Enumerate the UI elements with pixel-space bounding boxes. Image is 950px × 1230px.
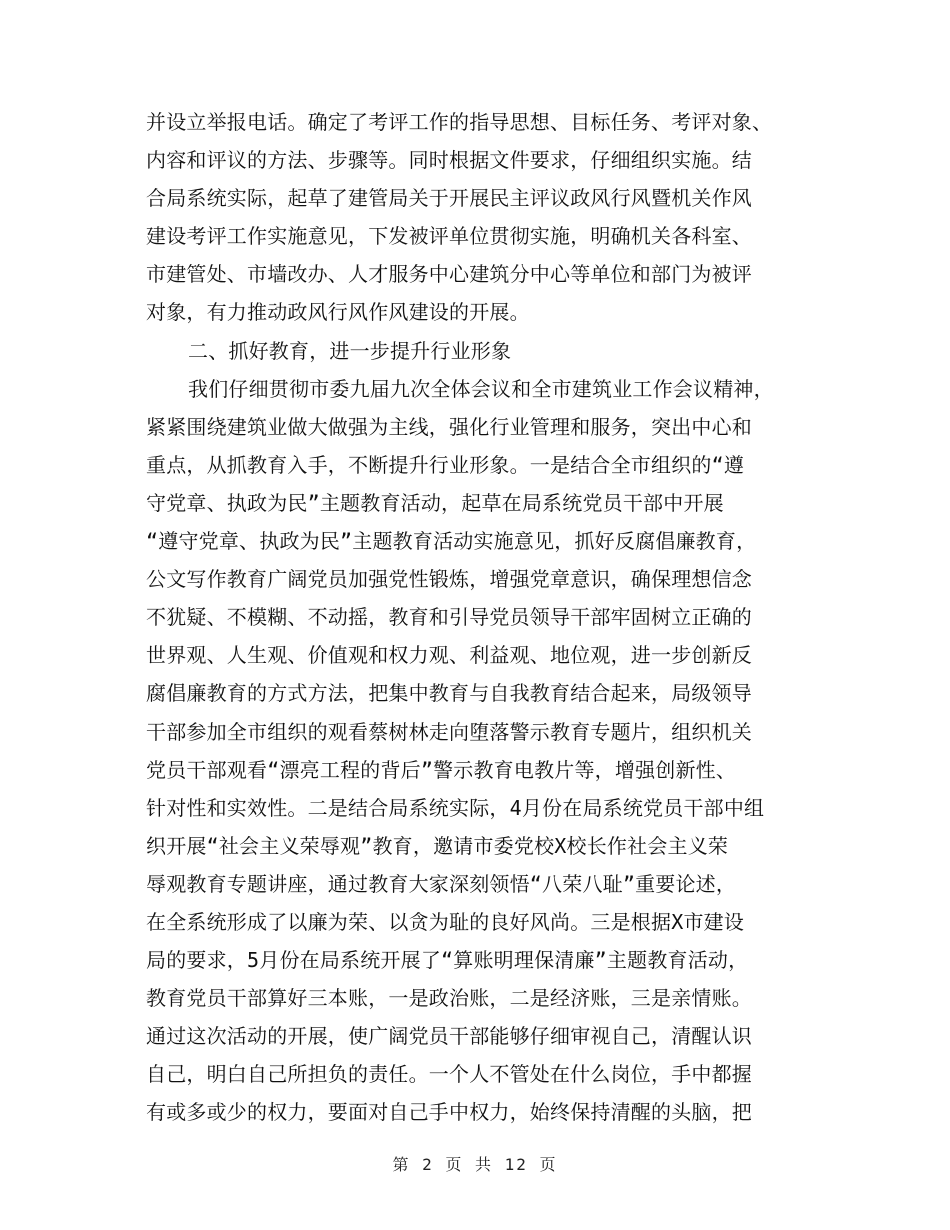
text-line: 织开展“社会主义荣辱观”教育，邀请市委党校X校长作社会主义荣 xyxy=(146,833,729,858)
text-line: 自己，明白自己所担负的责任。一个人不管处在什么岗位，手中都握 xyxy=(146,1062,752,1087)
text-line: 辱观教育专题讲座，通过教育大家深刻领悟“八荣八耻”重要论述， xyxy=(146,871,737,896)
text-line: 紧紧围绕建筑业做大做强为主线，强化行业管理和服务，突出中心和 xyxy=(146,414,752,439)
text-line: 针对性和实效性。二是结合局系统实际，4月份在局系统党员干部中组 xyxy=(146,795,765,820)
text-line: 合局系统实际，起草了建管局关于开展民主评议政风行风暨机关作风 xyxy=(146,186,752,211)
text-line: 世界观、人生观、价值观和权力观、利益观、地位观，进一步创新反 xyxy=(146,643,752,668)
text-line: 党员干部观看“漂亮工程的背后”警示教育电教片等，增强创新性、 xyxy=(146,757,737,782)
text-line: 守党章、执政为民”主题教育活动，起草在局系统党员干部中开展 xyxy=(146,490,724,515)
text-line: “遵守党章、执政为民”主题教育活动实施意见，抓好反腐倡廉教育， xyxy=(146,529,757,554)
text-line: 内容和评议的方法、步骤等。同时根据文件要求，仔细组织实施。结 xyxy=(146,148,752,173)
paragraph-start-line: 我们仔细贯彻市委九届九次全体会议和全市建筑业工作会议精神， xyxy=(188,376,774,401)
text-line: 在全系统形成了以廉为荣、以贪为耻的良好风尚。三是根据X市建设 xyxy=(146,909,745,934)
text-line: 并设立举报电话。确定了考评工作的指导思想、目标任务、考评对象、 xyxy=(146,110,773,134)
text-line: 教育党员干部算好三本账，一是政治账，二是经济账，三是亲情账。 xyxy=(146,986,752,1011)
page-number-footer: 第 2 页 共 12 页 xyxy=(392,1155,558,1174)
text-line: 重点，从抓教育入手，不断提升行业形象。一是结合全市组织的“遵 xyxy=(146,452,745,477)
text-line: 干部参加全市组织的观看蔡树林走向堕落警示教育专题片，组织机关 xyxy=(146,719,752,744)
text-line: 不犹疑、不模糊、不动摇，教育和引导党员领导干部牢固树立正确的 xyxy=(146,605,752,630)
text-line: 公文写作教育广阔党员加强党性锻炼，增强党章意识，确保理想信念 xyxy=(146,567,752,592)
section-heading: 二、抓好教育，进一步提升行业形象 xyxy=(188,338,512,363)
body-text xyxy=(146,103,816,1132)
text-line: 局的要求，5月份在局系统开展了“算账明理保清廉”主题教育活动， xyxy=(146,948,749,973)
text-line: 腐倡廉教育的方式方法，把集中教育与自我教育结合起来，局级领导 xyxy=(146,681,752,706)
text-line: 通过这次活动的开展，使广阔党员干部能够仔细审视自己，清醒认识 xyxy=(146,1024,752,1049)
text-line: 市建管处、市墙改办、人才服务中心建筑分中心等单位和部门为被评 xyxy=(146,262,752,287)
text-line: 建设考评工作实施意见，下发被评单位贯彻实施，明确机关各科室、 xyxy=(146,224,752,249)
text-line: 有或多或少的权力，要面对自己手中权力，始终保持清醒的头脑，把 xyxy=(146,1100,752,1125)
text-line: 对象，有力推动政风行风作风建设的开展。 xyxy=(146,300,530,325)
